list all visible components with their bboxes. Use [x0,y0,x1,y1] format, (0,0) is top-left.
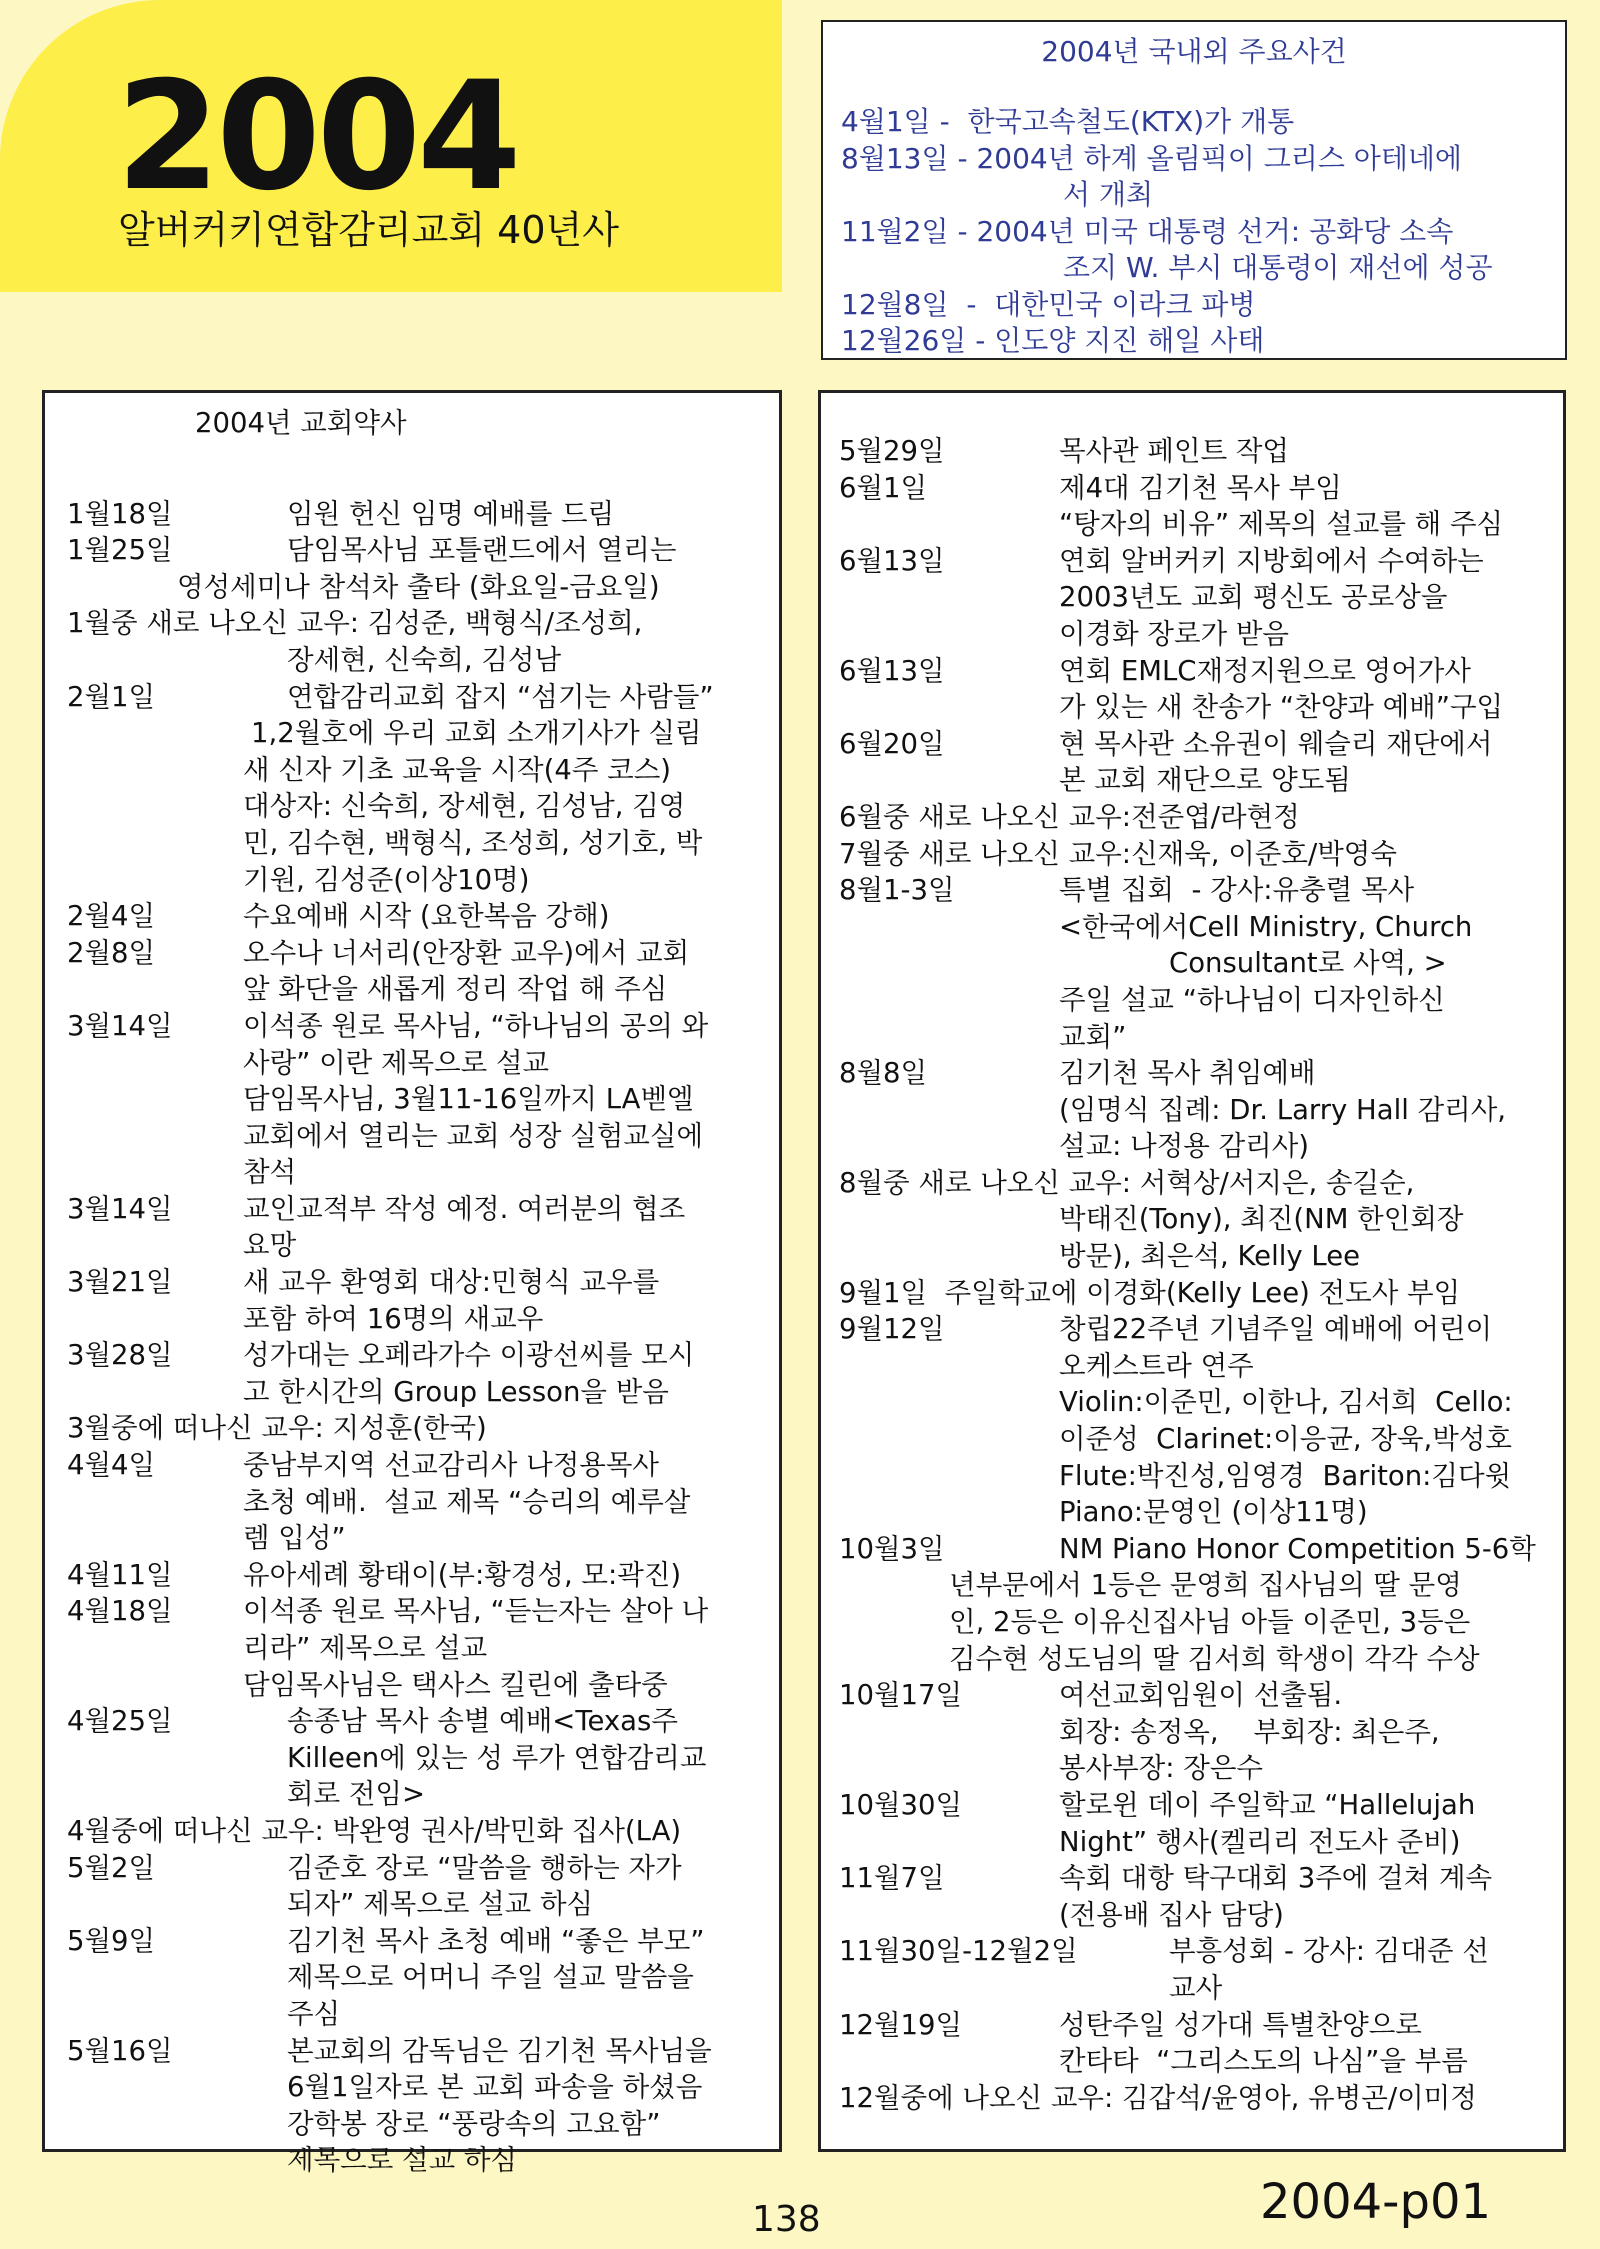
history-text: 리라” 제목으로 설교 [243,1632,488,1664]
history-line [839,1860,1557,1897]
history-text: 회로 전임> [287,1778,426,1811]
history-line [839,1311,1557,1348]
history-line [67,1337,773,1374]
history-date: 9월1일 주일학교에 이경화(Kelly Lee) 전도사 부임 [839,1276,1461,1309]
history-text: Night” 행사(켈리리 전도사 준비) [1059,1825,1461,1858]
history-date: 3월14일 [67,1009,173,1042]
major-events-list [841,104,1555,360]
history-line [67,459,773,496]
history-line [839,799,1557,836]
history-line [67,1447,773,1484]
history-line [839,1092,1557,1129]
history-text: 앞 화단을 새롭게 정리 작업 해 주심 [243,973,668,1006]
history-text: Piano:문영인 (이상11명) [1059,1496,1368,1529]
history-date: 4월11일 [67,1558,173,1591]
history-date: 4월18일 [67,1595,173,1628]
history-date: 12월중에 나오신 교우: 김갑석/윤영아, 유병곤/이미정 [839,2081,1477,2114]
major-event-text: - 한국고속철도(KTX)가 개통 [930,105,1295,138]
history-text: 이석종 원로 목사님, “듣는자는 살아 나 [243,1595,709,1628]
history-line [67,569,773,606]
history-text: Violin:이준민, 이한나, 김서희 Cello: [1059,1386,1513,1419]
major-event-text: - 인도양 지진 해일 사태 [966,324,1265,357]
major-event-text: - 대한민국 이라크 파병 [948,287,1256,321]
history-line [839,1897,1557,1934]
history-line [67,1374,773,1411]
history-line [67,1410,773,1447]
history-date: 2월8일 [67,936,156,969]
history-text: 참석 [243,1156,297,1189]
history-text: 성탄주일 성가대 특별찬양으로 [1059,2008,1422,2041]
history-text: <한국에서Cell Ministry, Church [1059,910,1473,943]
history-line [839,1824,1557,1861]
history-date: 8월8일 [839,1057,928,1090]
history-text: (전용배 집사 담당) [1059,1898,1284,1931]
history-line [839,1348,1557,1385]
history-text: 속회 대항 탁구대회 3주에 걸쳐 계속 [1059,1862,1493,1895]
history-date: 5월16일 [67,2034,173,2067]
history-line [67,1630,773,1667]
history-text: 렘 입성” [243,1522,346,1555]
history-text: 박태진(Tony), 최진(NM 한인회장 [1059,1203,1464,1236]
history-text: (임명식 집례: Dr. Larry Hall 감리사, [1059,1093,1507,1126]
history-text: 새 교우 환영회 대상:민형식 교우를 [243,1266,660,1299]
history-text: 목사관 페인트 작업 [1059,435,1290,467]
history-line [839,433,1557,470]
history-line [67,1996,773,2033]
history-line [839,909,1557,946]
history-text: 특별 집회 - 강사:유충렬 목사 [1059,874,1415,907]
history-line [839,1641,1557,1678]
history-text: 사랑” 이란 제목으로 설교 [243,1046,550,1079]
history-line [839,1384,1557,1421]
history-date: 5월9일 [67,1924,156,1957]
history-text: 부흥성회 - 강사: 김대준 선 [1169,1935,1489,1968]
history-text: Killeen에 있는 성 루가 연합감리교 [287,1741,707,1774]
history-text: 방문), 최은석, Kelly Lee [1059,1240,1361,1273]
history-date: 10월30일 [839,1788,963,1821]
history-line [839,543,1557,580]
history-text: 여선교회임원이 선출됨. [1059,1679,1343,1712]
history-text: 담임목사님 포틀랜드에서 열리는 [287,534,677,567]
history-text: 이석종 원로 목사님, “하나님의 공의 와 [243,1009,709,1042]
history-line [67,2142,773,2179]
history-line [67,825,773,862]
church-history-lines-left [67,459,773,2179]
history-line [67,971,773,1008]
major-event-date: 12월26일 [841,324,967,357]
history-line [67,1484,773,1521]
history-date: 7월중 새로 나오신 교우:신재욱, 이준호/박영숙 [839,837,1397,870]
history-date: 11월30일-12월2일 [839,1935,1078,1968]
history-line [839,1201,1557,1238]
history-line [67,642,773,679]
major-event-item [841,214,1555,251]
history-text: NM Piano Honor Competition 5-6학 [1059,1532,1536,1565]
history-line [67,1593,773,1630]
major-events-title: 2004년 국내외 주요사건 [1041,35,1347,68]
history-line [67,752,773,789]
history-date: 9월12일 [839,1313,945,1346]
history-line [839,1494,1557,1531]
history-line [839,2007,1557,2044]
history-text: 고 한시간의 Group Lesson을 받음 [243,1375,669,1408]
history-text: 대상자: 신숙희, 장세현, 김성남, 김영 [243,790,686,823]
major-events-box [821,20,1567,360]
church-history-title: 2004년 교회약사 [195,407,407,439]
history-line [67,1008,773,1045]
history-text: 강학봉 장로 “풍랑속의 고요함” [287,2107,661,2140]
history-line [839,982,1557,1019]
history-text: 주일 설교 “하나님이 디자인하신 [1059,983,1445,1016]
major-event-date: 12월8일 [841,287,949,321]
history-text: 임원 헌신 임명 예배를 드림 [287,497,615,530]
history-line [67,532,773,569]
history-text: 인, 2등은 이유신집사님 아들 이준민, 3등은 [949,1606,1471,1638]
history-text: 봉사부장: 장은수 [1059,1752,1263,1785]
history-date: 1월중 새로 나오신 교우: 김성준, 백형식/조성희, [67,607,643,640]
history-text: 장세현, 신숙희, 김성남 [287,643,562,676]
history-date: 6월20일 [839,727,945,760]
history-text: 창립22주년 기념주일 예배에 어린이 [1059,1313,1493,1346]
history-line [839,1055,1557,1092]
history-line [839,1933,1557,1970]
history-text: 초청 예배. 설교 제목 “승리의 예루살 [243,1485,691,1518]
history-text: 기원, 김성준(이상10명) [243,863,530,896]
history-text: 현 목사관 소유권이 웨슬리 재단에서 [1059,727,1493,760]
history-text: 영성세미나 참석차 출타 (화요일-금요일) [177,570,660,603]
history-date: 12월19일 [839,2008,963,2041]
history-text: 오수나 너서리(안장환 교우)에서 교회 [243,936,690,969]
major-event-date: 4월1일 [841,105,931,138]
history-text: 교회” [1059,1020,1127,1053]
history-text: 요망 [243,1229,297,1262]
history-line [839,689,1557,726]
history-line [67,1191,773,1228]
history-line [67,1154,773,1191]
history-text: 교인교적부 작성 예정. 여러분의 협조 [243,1192,686,1225]
church-history-lines-right [839,433,1557,2116]
history-date: 10월17일 [839,1679,963,1712]
history-text: 김준호 장로 “말씀을 행하는 자가 [287,1851,682,1884]
history-text: 제목으로 어머니 주일 설교 말씀을 [287,1961,694,1994]
history-line [839,653,1557,690]
history-line [839,1238,1557,1275]
church-history-panel-left [42,390,782,2177]
history-line [839,1787,1557,1824]
history-line [839,1128,1557,1165]
history-line [67,1959,773,1996]
history-line [839,1019,1557,1056]
history-date: 3월14일 [67,1192,173,1225]
history-line [67,496,773,533]
history-date: 11월7일 [839,1862,945,1895]
history-line [839,2043,1557,2080]
history-text: 이경화 장로가 받음 [1059,617,1290,650]
history-line [67,1850,773,1887]
page-code: 2004-p01 [1260,2174,1492,2230]
history-line [839,1604,1557,1641]
major-event-item [841,141,1555,178]
history-date: 5월29일 [839,435,945,467]
history-line [839,872,1557,909]
history-line [67,935,773,972]
history-line [839,762,1557,799]
history-date: 4월중에 떠나신 교우: 박완영 권사/박민화 집사(LA) [67,1814,682,1847]
history-text: Consultant로 사역, > [1169,947,1447,980]
history-date: 6월중 새로 나오신 교우:전준엽/라현정 [839,800,1300,833]
history-line [67,1813,773,1850]
major-event-text-continued: 서 개최 [1063,178,1154,211]
history-line [67,1703,773,1740]
history-line [67,1301,773,1338]
history-date: 1월25일 [67,534,173,567]
major-event-item [841,104,1555,141]
history-line [67,1667,773,1704]
history-text: 민, 김수현, 백형식, 조성희, 성기호, 박 [243,826,703,859]
history-line [839,1677,1557,1714]
year-heading: 2004 [116,50,518,224]
history-line [839,616,1557,653]
history-text: 연회 EMLC재정지원으로 영어가사 [1059,654,1471,687]
history-text: 교회에서 열리는 교회 성장 실험교실에 [243,1119,704,1152]
major-event-item [841,323,1555,360]
history-line [67,1923,773,1960]
history-line [67,1886,773,1923]
history-text: 송종남 목사 송별 예배<Texas주 [287,1705,678,1738]
history-line [839,1421,1557,1458]
history-date: 6월13일 [839,654,945,687]
history-line [67,1045,773,1082]
history-line [67,679,773,716]
history-text: 회장: 송정옥, 부회장: 최은주, [1059,1715,1440,1748]
history-line [67,2106,773,2143]
history-line [67,1520,773,1557]
history-date: 3월중에 떠나신 교우: 지성훈(한국) [67,1412,487,1445]
history-date: 3월21일 [67,1266,173,1299]
history-text: 담임목사님, 3월11-16일까지 LA벧엘 [243,1083,694,1116]
history-line [67,1264,773,1301]
history-line [67,715,773,752]
history-line [839,1531,1557,1568]
page-number: 138 [752,2199,821,2240]
history-line [67,898,773,935]
history-text: 수요예배 시작 (요한복음 강해) [243,900,610,933]
history-text: 교사 [1169,1971,1223,2004]
history-text: 유아세례 황태이(부:황경성, 모:곽진) [243,1558,682,1591]
history-line [67,1227,773,1264]
history-date: 2월4일 [67,900,156,933]
history-line [67,1776,773,1813]
history-text: 연합감리교회 잡지 “섬기는 사람들” [287,680,714,713]
history-text: 2003년도 교회 평신도 공로상을 [1059,581,1448,614]
history-text: 칸타타 “그리스도의 나심”을 부름 [1059,2045,1468,2078]
history-text: 6월1일자로 본 교회 파송을 하셨음 [287,2071,703,2104]
history-text: 포함 하여 16명의 새교우 [243,1302,544,1335]
history-date: 2월1일 [67,680,156,713]
history-date: 4월25일 [67,1705,173,1738]
church-history-panel-right [818,390,1566,2152]
history-text: 할로윈 데이 주일학교 “Hallelujah [1059,1788,1476,1821]
history-line [839,579,1557,616]
history-line [67,788,773,825]
book-subtitle: 알버커키연합감리교회 40년사 [118,208,619,252]
history-date: 8월1-3일 [839,874,955,907]
history-date: 6월13일 [839,544,945,577]
history-date: 8월중 새로 나오신 교우: 서혁상/서지은, 송길순, [839,1166,1415,1199]
history-text: Flute:박진성,임영경 Bariton:김다윗 [1059,1459,1512,1492]
history-text: 본 교회 재단으로 양도됨 [1059,764,1351,797]
history-line [839,470,1557,507]
history-text: 새 신자 기초 교육을 시작(4주 코스) [243,753,672,786]
major-event-date: 8월13일 [841,141,949,175]
history-date: 4월4일 [67,1449,156,1482]
history-text: 되자” 제목으로 설교 하심 [287,1888,594,1921]
history-line [839,1458,1557,1495]
history-text: 제4대 김기천 목사 부임 [1059,471,1342,504]
history-text: 김수현 성도님의 딸 김서희 학생이 각각 수상 [949,1642,1480,1675]
history-date: 10월3일 [839,1532,945,1565]
history-line [839,506,1557,543]
history-text: 김기천 목사 취임예배 [1059,1057,1316,1090]
history-text: “탕자의 비유” 제목의 설교를 해 주심 [1059,508,1504,541]
history-line [839,1567,1557,1604]
history-line [839,1275,1557,1312]
history-line [839,1970,1557,2007]
major-event-text: - 2004년 하계 올림픽이 그리스 아테네에 [948,141,1462,175]
major-event-item [841,287,1555,324]
history-line [67,1740,773,1777]
major-event-text-continued: 조지 W. 부시 대통령이 재선에 성공 [1063,251,1493,284]
history-text: 오케스트라 연주 [1059,1349,1254,1382]
history-date: 5월2일 [67,1851,156,1884]
history-text: 김기천 목사 초청 예배 “좋은 부모” [287,1924,705,1957]
history-text: 이준성 Clarinet:이응균, 장욱,박성호 [1059,1423,1512,1456]
history-text: 본교회의 감독님은 김기천 목사님을 [287,2034,712,2067]
history-date: 6월1일 [839,471,928,504]
history-line [839,1165,1557,1202]
major-event-date: 11월2일 [841,214,949,248]
history-text: 제목으로 설교 하심 [287,2144,518,2177]
history-line [67,862,773,899]
history-text: 설교: 나정용 감리사) [1059,1130,1309,1163]
history-line [839,726,1557,763]
history-date: 1월18일 [67,497,173,530]
history-line [839,1750,1557,1787]
history-text: 중남부지역 선교감리사 나정용목사 [243,1449,659,1482]
history-line [67,1557,773,1594]
history-line [67,2033,773,2070]
history-line [67,2069,773,2106]
history-line [67,1118,773,1155]
history-line [67,1081,773,1118]
history-line [839,2080,1557,2117]
history-text: 연회 알버커키 지방회에서 수여하는 [1059,544,1484,577]
history-date: 3월28일 [67,1339,173,1372]
history-text: 성가대는 오페라가수 이광선씨를 모시 [243,1339,695,1372]
history-text: 담임목사님은 택사스 킬린에 출타중 [243,1668,668,1701]
history-line [839,836,1557,873]
history-line [67,605,773,642]
history-text: 1,2월호에 우리 교회 소개기사가 실림 [251,717,702,750]
history-text: 가 있는 새 찬송가 “찬양과 예배”구입 [1059,691,1504,724]
history-line [839,1714,1557,1751]
history-text: 주심 [287,1997,341,2030]
major-event-text: - 2004년 미국 대통령 선거: 공화당 소속 [948,214,1454,248]
history-text: 년부문에서 1등은 문영희 집사님의 딸 문영 [949,1569,1462,1602]
history-line [839,945,1557,982]
